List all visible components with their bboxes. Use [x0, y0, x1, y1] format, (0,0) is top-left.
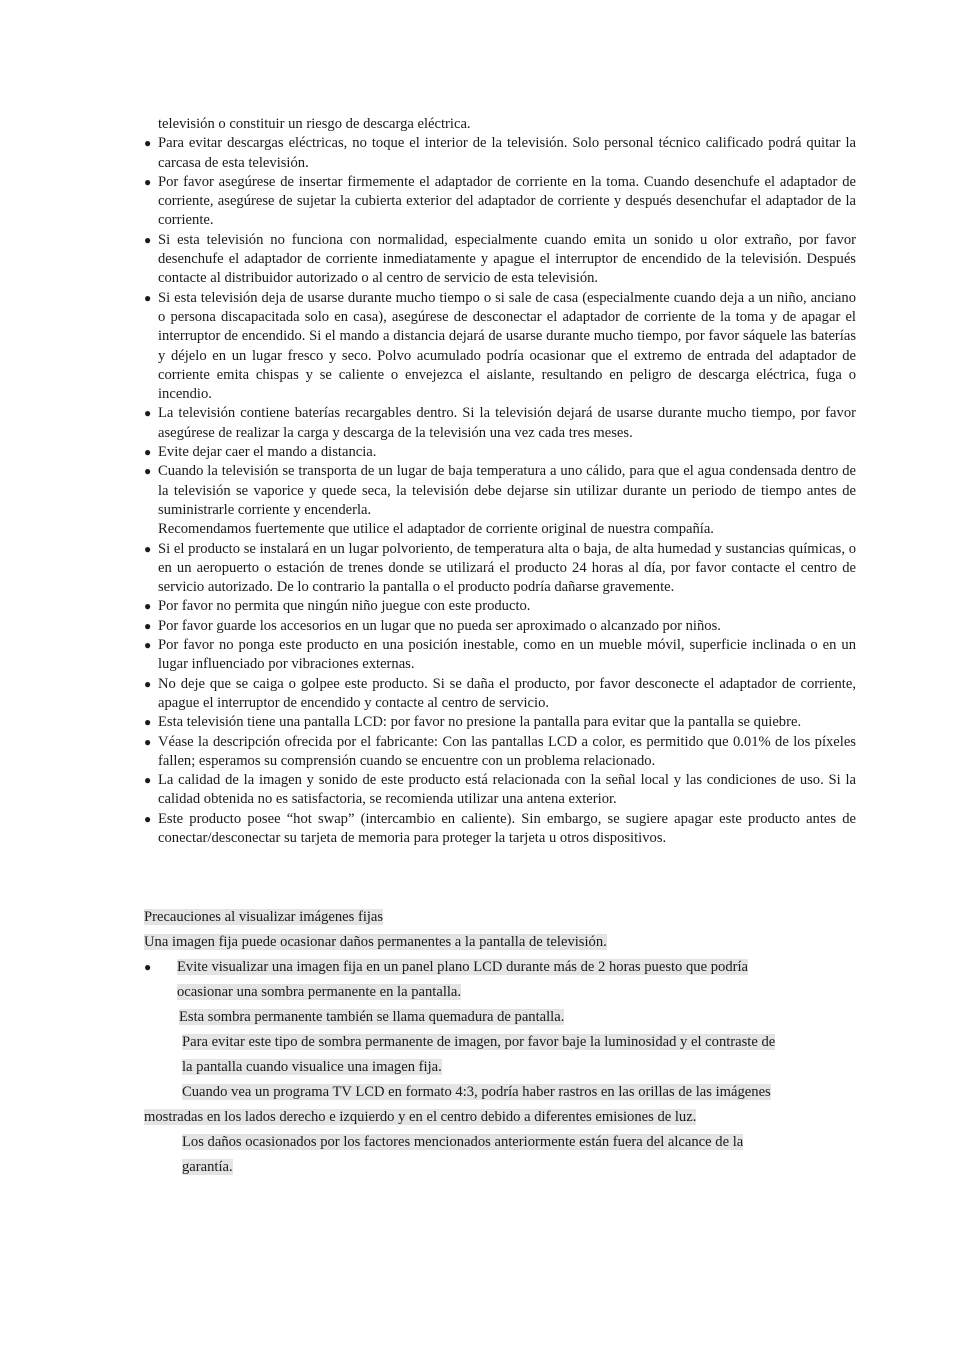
burn-in-paragraph: Esta sombra permanente también se llama quemadura de pantalla.: [179, 1009, 565, 1025]
bullet-text: No deje que se caiga o golpee este producto. Si se daña el producto, por favor desconecte el adaptador de corriente, apague el interruptor de encendido y contacte al centro de servicio.: [158, 675, 856, 711]
bullet-glyph: ●: [144, 174, 152, 189]
bullet-glyph: ●: [144, 811, 152, 826]
bullet-item: [144, 636, 856, 675]
section-heading: Precauciones al visualizar imágenes fijas: [144, 909, 384, 925]
brightness-line-2: la pantalla cuando visualice una imagen fija.: [182, 1059, 442, 1075]
bullet-text: Por favor no ponga este producto en una posición inestable, como en un mueble móvil, superficie inclinada o en un lugar influenciado por vibraciones externas.: [158, 637, 856, 673]
bullet-text: Si esta televisión no funciona con normalidad, especialmente cuando emita un sonido u olor extraño, por favor desenchufe el adaptador de corriente inmediatamente y apague el interruptor de encendido de la televisión. Después contacte al distribuidor autorizado o al centro de servicio de esta televisión.: [158, 231, 856, 287]
bullet-text: Este producto posee “hot swap” (intercambio en caliente). Sin embargo, se sugiere apagar este producto antes de conectar/desconectar su tarjeta de memoria para proteger la tarjeta u otros dispositivos.: [158, 810, 856, 846]
bullet-glyph: ●: [144, 464, 152, 479]
still-bullet-line-2: ocasionar una sombra permanente en la pantalla.: [177, 984, 462, 1000]
still-bullet-line-1: Evite visualizar una imagen fija en un panel plano LCD durante más de 2 horas puesto que podría: [177, 959, 749, 975]
bullet-item: [144, 810, 856, 849]
format-line-1: Cuando vea un programa TV LCD en formato 4:3, podría haber rastros en las orillas de las imágenes: [182, 1084, 771, 1100]
bullet-item: [144, 540, 856, 598]
bullet-text: Por favor guarde los accesorios en un lugar que no pueda ser aproximado o alcanzado por niños.: [158, 617, 721, 634]
bullet-text: Esta televisión tiene una pantalla LCD: por favor no presione la pantalla para evitar que la pantalla se quiebre.: [158, 714, 802, 731]
bullet-text: Por favor no permita que ningún niño juegue con este producto.: [158, 598, 531, 615]
bullet-item: [144, 231, 856, 289]
bullet-text: Si esta televisión deja de usarse durante mucho tiempo o si sale de casa (especialmente cuando deja a un niño, anciano o persona discapacitada solo en casa), asegúrese de desconectar el adaptador de corriente de la toma y de apagar el interruptor de encendido. Si el mando a distancia dejará de usarse durante mucho tiempo, por favor sáquele las baterías y déjelo en un lugar fresco y seco. Polvo acumulado podría ocasionar que el extremo de entrada del adaptador de corriente emita chispas y se caliente o envejezca el aislante, resultando en peligro de descarga eléctrica, fuga o incendio.: [158, 289, 856, 403]
bullet-glyph: ●: [144, 541, 152, 556]
bullet-text: La televisión contiene baterías recargables dentro. Si la televisión dejará de usarse durante mucho tiempo, por favor asegúrese de realizar la carga y descarga de la televisión una vez cada tres meses.: [158, 405, 856, 441]
bullet-glyph: ●: [144, 715, 152, 730]
brightness-line-1: Para evitar este tipo de sombra permanente de imagen, por favor baje la luminosidad y el contraste de: [182, 1034, 776, 1050]
bullet-item: [144, 713, 856, 732]
bullet-item: [144, 404, 856, 443]
bullet-item: [144, 675, 856, 714]
bullet-item: [144, 771, 856, 810]
bullet-glyph: ●: [144, 290, 152, 305]
bullet-glyph: ●: [144, 676, 152, 691]
bullet-item: [144, 617, 856, 636]
bullet-glyph: ●: [144, 136, 152, 151]
bullet-item: [144, 462, 856, 520]
bullet-glyph: ●: [144, 406, 152, 421]
safety-list: [144, 115, 856, 848]
bullet-glyph: ●: [144, 232, 152, 247]
bullet-glyph: ●: [144, 960, 152, 974]
bullet-item: [144, 173, 856, 231]
bullet-glyph: ●: [144, 445, 152, 460]
bullet-item: [144, 597, 856, 616]
bullet-item: [144, 443, 856, 462]
bullet-item: [144, 134, 856, 173]
bullet-text: Véase la descripción ofrecida por el fabricante: Con las pantallas LCD a color, es permitido que 0.01% de los píxeles fallen; esperamos su comprensión cuando se encuentre con un problema relacionado.: [158, 733, 856, 769]
continuation-line: televisión o constituir un riesgo de descarga eléctrica.: [158, 116, 471, 132]
section-intro: Una imagen fija puede ocasionar daños permanentes a la pantalla de televisión.: [144, 934, 607, 950]
bullet-glyph: ●: [144, 599, 152, 614]
bullet-text: Por favor asegúrese de insertar firmemente el adaptador de corriente en la toma. Cuando desenchufe el adaptador de corriente, asegúrese de sujetar la cubierta exterior del adaptador de corriente y después desenchufar el adaptador de la corriente.: [158, 173, 856, 229]
recommendation-line: Recomendamos fuertemente que utilice el adaptador de corriente original de nuestra compañía.: [158, 521, 714, 538]
bullet-item: [144, 733, 856, 772]
bullet-text: Cuando la televisión se transporta de un lugar de baja temperatura a uno cálido, para que el agua condensada dentro de la televisión se vaporice y quede seca, la televisión debe dejarse sin utilizar durante un periodo de tiempo antes de suministrarle corriente y encenderla.: [158, 463, 856, 518]
bullet-item: [144, 289, 856, 405]
warranty-line-1: Los daños ocasionados por los factores mencionados anteriormente están fuera del alcance de la: [182, 1134, 744, 1150]
bullet-text: Si el producto se instalará en un lugar polvoriento, de temperatura alta o baja, de alta humedad y sustancias químicas, o en un aeropuerto o estación de trenes donde se utilizará el producto 24 horas al día, por favor contacte el centro de servicio autorizado. De lo contrario la pantalla o el producto podría dañarse gravemente.: [158, 540, 856, 596]
bullet-text: La calidad de la imagen y sonido de este producto está relacionada con la señal local y las condiciones de uso. Si la calidad obtenida no es satisfactoria, se recomienda utilizar una antena exterior.: [158, 772, 856, 808]
format-line-2: mostradas en los lados derecho e izquierdo y en el centro debido a diferentes emisiones de luz.: [144, 1109, 697, 1125]
warranty-line-2: garantía.: [182, 1159, 233, 1175]
bullet-glyph: ●: [144, 618, 152, 633]
bullet-glyph: ●: [144, 734, 152, 749]
bullet-glyph: ●: [144, 638, 152, 653]
bullet-text: Evite dejar caer el mando a distancia.: [158, 444, 377, 461]
bullet-glyph: ●: [144, 773, 152, 788]
bullet-text: Para evitar descargas eléctricas, no toque el interior de la televisión. Solo personal técnico calificado podrá quitar la carcasa de esta televisión.: [158, 135, 856, 171]
